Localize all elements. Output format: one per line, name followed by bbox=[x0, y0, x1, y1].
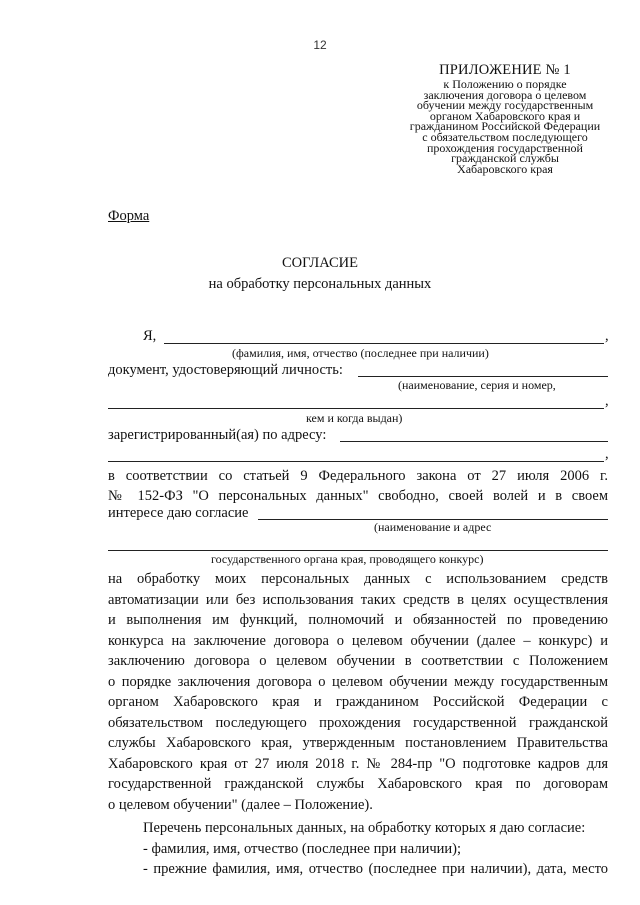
annex-title: ПРИЛОЖЕНИЕ № 1 bbox=[439, 62, 571, 78]
consent-line: № 152-ФЗ "О персональных данных" свободно, своей волей и в своем bbox=[108, 488, 608, 504]
fio-hint: (фамилия, имя, отчество (последнее при наличии) bbox=[232, 346, 489, 360]
page-number: 12 bbox=[313, 38, 327, 52]
consent-last-line: интересе даю согласие bbox=[108, 505, 249, 521]
body-line: конкурса на заключение договора о целевом обучении (далее – конкурс) и bbox=[108, 632, 608, 649]
body-line: Хабаровского края от 27 июля 2018 г. № 284-пр "О подготовке кадров для bbox=[108, 755, 608, 772]
body-line: службы Хабаровского края, утвержденным постановлением Правительства bbox=[108, 735, 608, 751]
list-intro: Перечень персональных данных, на обработку которых я даю согласие: bbox=[143, 820, 586, 836]
body-line: о порядке заключения договора о целевом обучении между государственным bbox=[108, 673, 608, 690]
document-subtitle: на обработку персональных данных bbox=[208, 276, 432, 292]
fio-field-line[interactable] bbox=[164, 343, 604, 344]
address-field-line[interactable] bbox=[340, 441, 608, 442]
comma: , bbox=[605, 328, 609, 344]
body-last-line: о целевом обучении" (далее – Положение). bbox=[108, 796, 373, 813]
annex-line: с обязательством последующего bbox=[422, 129, 588, 144]
annex-block bbox=[395, 62, 615, 174]
annex-line: к Положению о порядке bbox=[443, 77, 567, 91]
body-line: на обработку моих персональных данных с использованием средств bbox=[108, 571, 608, 587]
list-item: - прежние фамилия, имя, отчество (последнее при наличии), дата, место bbox=[143, 861, 608, 877]
document-hint: (наименование, серия и номер, bbox=[398, 378, 556, 392]
list-item: - фамилия, имя, отчество (последнее при наличии); bbox=[143, 840, 462, 857]
document-title: СОГЛАСИЕ bbox=[281, 255, 359, 271]
annex-line: Хабаровского края bbox=[457, 161, 553, 176]
address-field-line-2[interactable] bbox=[108, 461, 604, 462]
body-line: и выполнения им функций, полномочий и обязанностей по проведению bbox=[108, 612, 608, 628]
organization-field-line-2[interactable] bbox=[108, 550, 608, 551]
annex-line: прохождения государственной bbox=[427, 140, 583, 155]
form-label: Форма bbox=[108, 208, 150, 224]
body-line: заключению договора о целевом обучении в соответствии с Положением bbox=[108, 653, 608, 669]
document-field-line[interactable] bbox=[358, 376, 608, 377]
annex-line: гражданской службы bbox=[451, 151, 559, 166]
annex-line: органом Хабаровского края и bbox=[429, 108, 581, 123]
address-label: зарегистрированный(ая) по адресу: bbox=[108, 427, 327, 443]
body-line: государственной гражданской службы Хабаровского края по договорам bbox=[108, 776, 608, 792]
annex-line: гражданином Российской Федерации bbox=[409, 119, 601, 134]
annex-line: обучении между государственным bbox=[416, 98, 594, 113]
organization-hint-2: государственного органа края, проводящего конкурс) bbox=[211, 552, 484, 566]
document-label: документ, удостоверяющий личность: bbox=[108, 362, 343, 378]
body-line: обязательством последующего прохождения государственной гражданской bbox=[108, 714, 608, 731]
consent-line: в соответствии со статьей 9 Федерального закона от 27 июля 2006 г. bbox=[108, 468, 608, 484]
ya-label: Я, bbox=[143, 328, 157, 344]
document-field-line-2[interactable] bbox=[108, 408, 604, 409]
annex-line: заключения договора о целевом bbox=[423, 87, 587, 102]
body-line: автоматизации или без использования таких средств в целях осуществления bbox=[108, 591, 608, 608]
comma: , bbox=[605, 393, 609, 409]
organization-hint: (наименование и адрес bbox=[374, 520, 492, 534]
comma: , bbox=[605, 446, 609, 462]
body-line: органом Хабаровского края и гражданином Российской Федерации с bbox=[108, 694, 608, 710]
issued-hint: кем и когда выдан) bbox=[306, 411, 403, 425]
